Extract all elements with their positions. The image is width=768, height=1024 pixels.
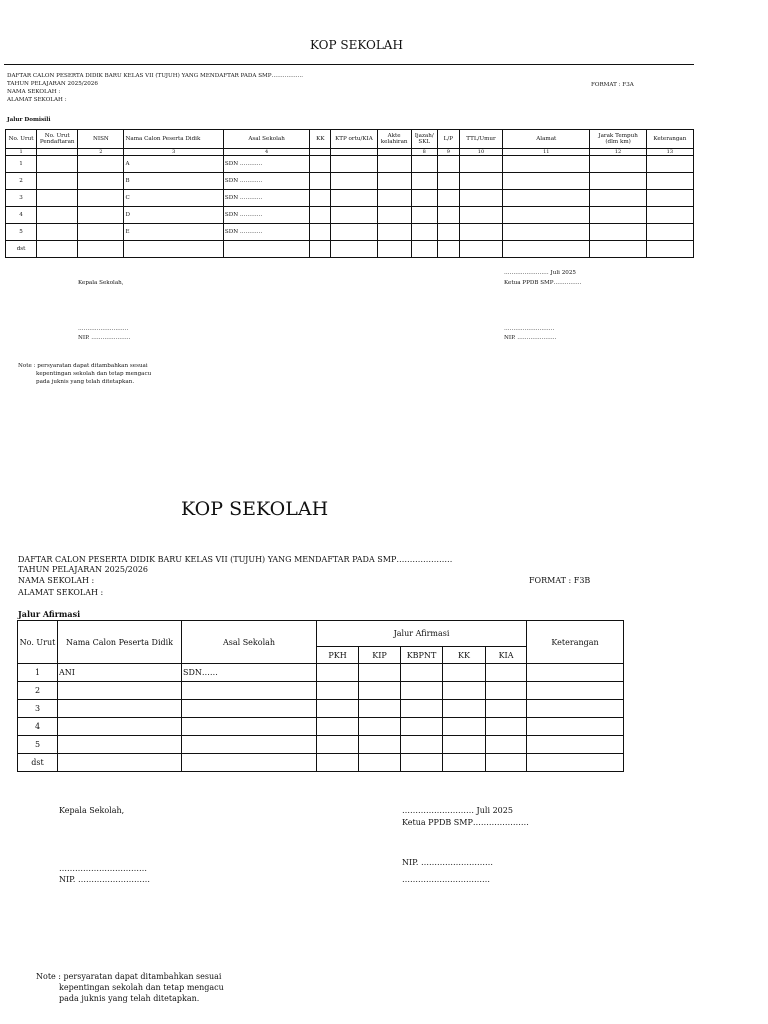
col-number: 1 [6,149,37,156]
school-name-label-f3a: NAMA SEKOLAH : [7,89,61,95]
student-name [58,736,182,754]
col-subheader: KBPNT [401,647,443,664]
origin-school [182,736,317,754]
signature-dots-right-f3b: …………………………… [402,875,490,884]
table-row [18,664,624,682]
signature-dots-right-f3a: ……………………… [504,326,555,332]
col-header: Akte kelahiran [377,130,411,149]
col-header: NISN [78,130,124,149]
table-row [6,224,694,241]
table-row [6,190,694,207]
student-name [58,682,182,700]
list-title-f3a: DAFTAR CALON PESERTA DIDIK BARU KELAS VII (TUJUH) YANG MENDAFTAR PADA SMP…………….. [7,73,304,79]
table-row [18,754,624,772]
col-header: Ijazah/ SKL [411,130,437,149]
school-address-label-f3a: ALAMAT SEKOLAH : [7,97,67,103]
note-line-3-f3a: pada juknis yang telah ditetapkan. [36,379,135,385]
row-number: 1 [6,156,37,173]
table-row [18,700,624,718]
note-line-2-f3b: kepentingan sekolah dan tetap mengacu [59,983,224,992]
table-row [6,156,694,173]
col-number [331,149,377,156]
student-name [124,241,223,258]
note-line-3-f3b: pada juknis yang telah ditetapkan. [59,994,200,1003]
format-label-f3b: FORMAT : F3B [529,576,591,585]
student-name: B [124,173,223,190]
student-name: A [124,156,223,173]
student-name: D [124,207,223,224]
date-line-f3b: ……………………… Juli 2025 [402,806,513,815]
col-number [310,149,331,156]
col-header: TTL/Umur [459,130,502,149]
origin-school: SDN ………… [223,190,309,207]
col-header: No. Urut Pendaftaran [37,130,78,149]
student-name [58,700,182,718]
student-name: ANI [58,664,182,682]
row-number: 5 [18,736,58,754]
col-header: Nama Calon Peserta Didik [58,621,182,664]
afirmasi-table [17,620,624,772]
col-header: Nama Calon Peserta Didik [124,130,223,149]
origin-school: SDN ………… [223,224,309,241]
col-number: 10 [459,149,502,156]
col-header: Asal Sekolah [182,621,317,664]
principal-label-f3a: Kepala Sekolah, [78,280,124,286]
note-line-2-f3a: kepentingan sekolah dan tetap mengacu [36,371,152,377]
nip-right-f3a: NIP. ………………… [504,335,557,341]
principal-label-f3b: Kepala Sekolah, [59,806,125,815]
row-number: 5 [6,224,37,241]
col-number: 2 [78,149,124,156]
col-number: 4 [223,149,309,156]
student-name [58,754,182,772]
date-line-f3a: …………………… Juli 2025 [504,270,576,276]
school-address-label-f3b: ALAMAT SEKOLAH : [18,588,104,597]
col-header: Keterangan [646,130,693,149]
jalur-afirmasi-label: Jalur Afirmasi [18,609,81,619]
row-number: 2 [18,682,58,700]
jalur-domisili-label: Jalur Domisili [7,117,51,123]
table-row [6,241,694,258]
row-number: 3 [6,190,37,207]
kop-sekolah-title-f3b: KOP SEKOLAH [181,498,329,520]
col-number: 8 [411,149,437,156]
col-header: Asal Sekolah [223,130,309,149]
nip-left-f3b: NIP. ……………………… [59,875,151,884]
col-header: No. Urut [18,621,58,664]
col-number: 3 [124,149,223,156]
row-number: 4 [6,207,37,224]
col-number [377,149,411,156]
col-number [37,149,78,156]
student-name [58,718,182,736]
origin-school [182,682,317,700]
origin-school [182,700,317,718]
row-number: 3 [18,700,58,718]
col-header: Keterangan [527,621,624,664]
origin-school: SDN ………… [223,207,309,224]
row-number: dst [18,754,58,772]
origin-school: SDN…… [182,664,317,682]
header-divider [4,64,694,65]
col-header: L/P [437,130,459,149]
academic-year-f3a: TAHUN PELAJARAN 2025/2026 [7,81,98,87]
table-header-row [6,130,694,149]
table-row [18,682,624,700]
kop-sekolah-title-f3a: KOP SEKOLAH [310,38,403,52]
table-row [6,207,694,224]
row-number: 4 [18,718,58,736]
table-row [18,718,624,736]
col-subheader: KIA [486,647,527,664]
committee-head-label-f3a: Ketua PPDB SMP…………… [504,280,582,286]
signature-dots-left-f3a: ……………………… [78,326,129,332]
student-name: E [124,224,223,241]
col-header: KTP ortu/KIA [331,130,377,149]
table-row [18,736,624,754]
col-number: 11 [503,149,590,156]
table-header-row [18,621,624,647]
col-header: Alamat [503,130,590,149]
domisili-table [5,129,694,258]
origin-school [182,754,317,772]
origin-school [182,718,317,736]
format-label-f3a: FORMAT : F3A [591,82,634,88]
row-number: 1 [18,664,58,682]
academic-year-f3b: TAHUN PELAJARAN 2025/2026 [18,565,148,574]
committee-head-label-f3b: Ketua PPDB SMP………………… [402,818,529,827]
list-title-f3b: DAFTAR CALON PESERTA DIDIK BARU KELAS VII (TUJUH) YANG MENDAFTAR PADA SMP………………… [18,555,453,564]
note-line-1-f3a: Note : persyaratan dapat ditambahkan sesuai [18,363,148,369]
col-subheader: KIP [359,647,401,664]
signature-dots-left-f3b: …………………………… [59,864,147,873]
row-number: 2 [6,173,37,190]
nip-left-f3a: NIP. ………………… [78,335,131,341]
col-header-group: Jalur Afirmasi [317,621,527,647]
row-number: dst [6,241,37,258]
column-number-row [6,149,694,156]
nip-right-f3b: NIP. ……………………… [402,858,494,867]
note-line-1-f3b: Note : persyaratan dapat ditambahkan sesuai [36,972,222,981]
school-name-label-f3b: NAMA SEKOLAH : [18,576,95,585]
col-number: 9 [437,149,459,156]
col-header: Jarak Tempuh (dlm km) [590,130,646,149]
table-row [6,173,694,190]
col-header: KK [310,130,331,149]
origin-school: SDN ………… [223,173,309,190]
origin-school [223,241,309,258]
student-name: C [124,190,223,207]
col-subheader: KK [443,647,486,664]
col-number: 12 [590,149,646,156]
col-subheader: PKH [317,647,359,664]
col-header: No. Urut [6,130,37,149]
col-number: 13 [646,149,693,156]
origin-school: SDN ………… [223,156,309,173]
